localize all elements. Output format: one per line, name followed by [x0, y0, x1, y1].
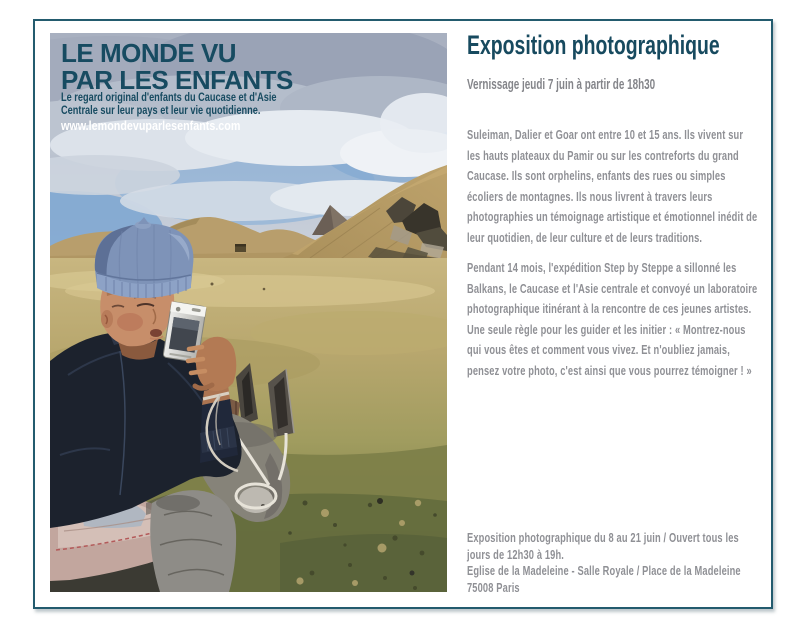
photo-subtitle-line2: Centrale sur leur pays et leur vie quotidienne. — [61, 105, 261, 117]
practical-info — [467, 530, 760, 596]
exhibition-photo — [50, 33, 447, 592]
page-title: Exposition photographique — [467, 30, 720, 60]
vernissage-line: Vernissage jeudi 7 juin à partir de 18h30 — [467, 76, 656, 93]
paragraph-expedition: Pendant 14 mois, l'expédition Step by Steppe a sillonné les Balkans, le Caucase et l'Asie centrale et convoyé un laboratoire photographique itinérant à la rencontre de ces jeunes artistes. Une seule règle pour les guider et les initier : « Montrez-nous qui vous êtes et comment vous vivez. Et n'oubliez jamais, pensez votre photo, c'est ainsi que vous pourrez témoigner ! » — [467, 260, 758, 378]
info-column — [467, 31, 767, 391]
photo-subtitle-line1: Le regard original d'enfants du Caucase et d'Asie — [61, 92, 277, 104]
photo-subtitle — [61, 92, 330, 118]
website-url[interactable]: www.lemondevuparlesenfants.com — [61, 119, 241, 133]
description-paragraphs — [467, 125, 759, 381]
photo-title-line2: PAR LES ENFANTS — [61, 65, 293, 95]
photo-title-block — [61, 40, 330, 133]
footer-city: 75008 Paris — [467, 579, 520, 595]
footer-dates-hours: Exposition photographique du 8 au 21 juin / Ouvert tous les jours de 12h30 à 19h. — [467, 530, 739, 562]
paragraph-children: Suleiman, Dalier et Goar ont entre 10 et 15 ans. Ils vivent sur les hauts plateaux du Pamir ou sur les contreforts du grand Caucase. Ils sont orphelins, enfants des rues ou simples écoliers de montagnes. Ils nous livrent à travers leurs photographies un témoignage artistique et émotionnel inédit de leur quotidien, de leur culture et de leurs traditions. — [467, 127, 758, 245]
footer-venue: Eglise de la Madeleine - Salle Royale / Place de la Madeleine — [467, 563, 741, 578]
photo-title-line1: LE MONDE VU — [61, 38, 237, 68]
